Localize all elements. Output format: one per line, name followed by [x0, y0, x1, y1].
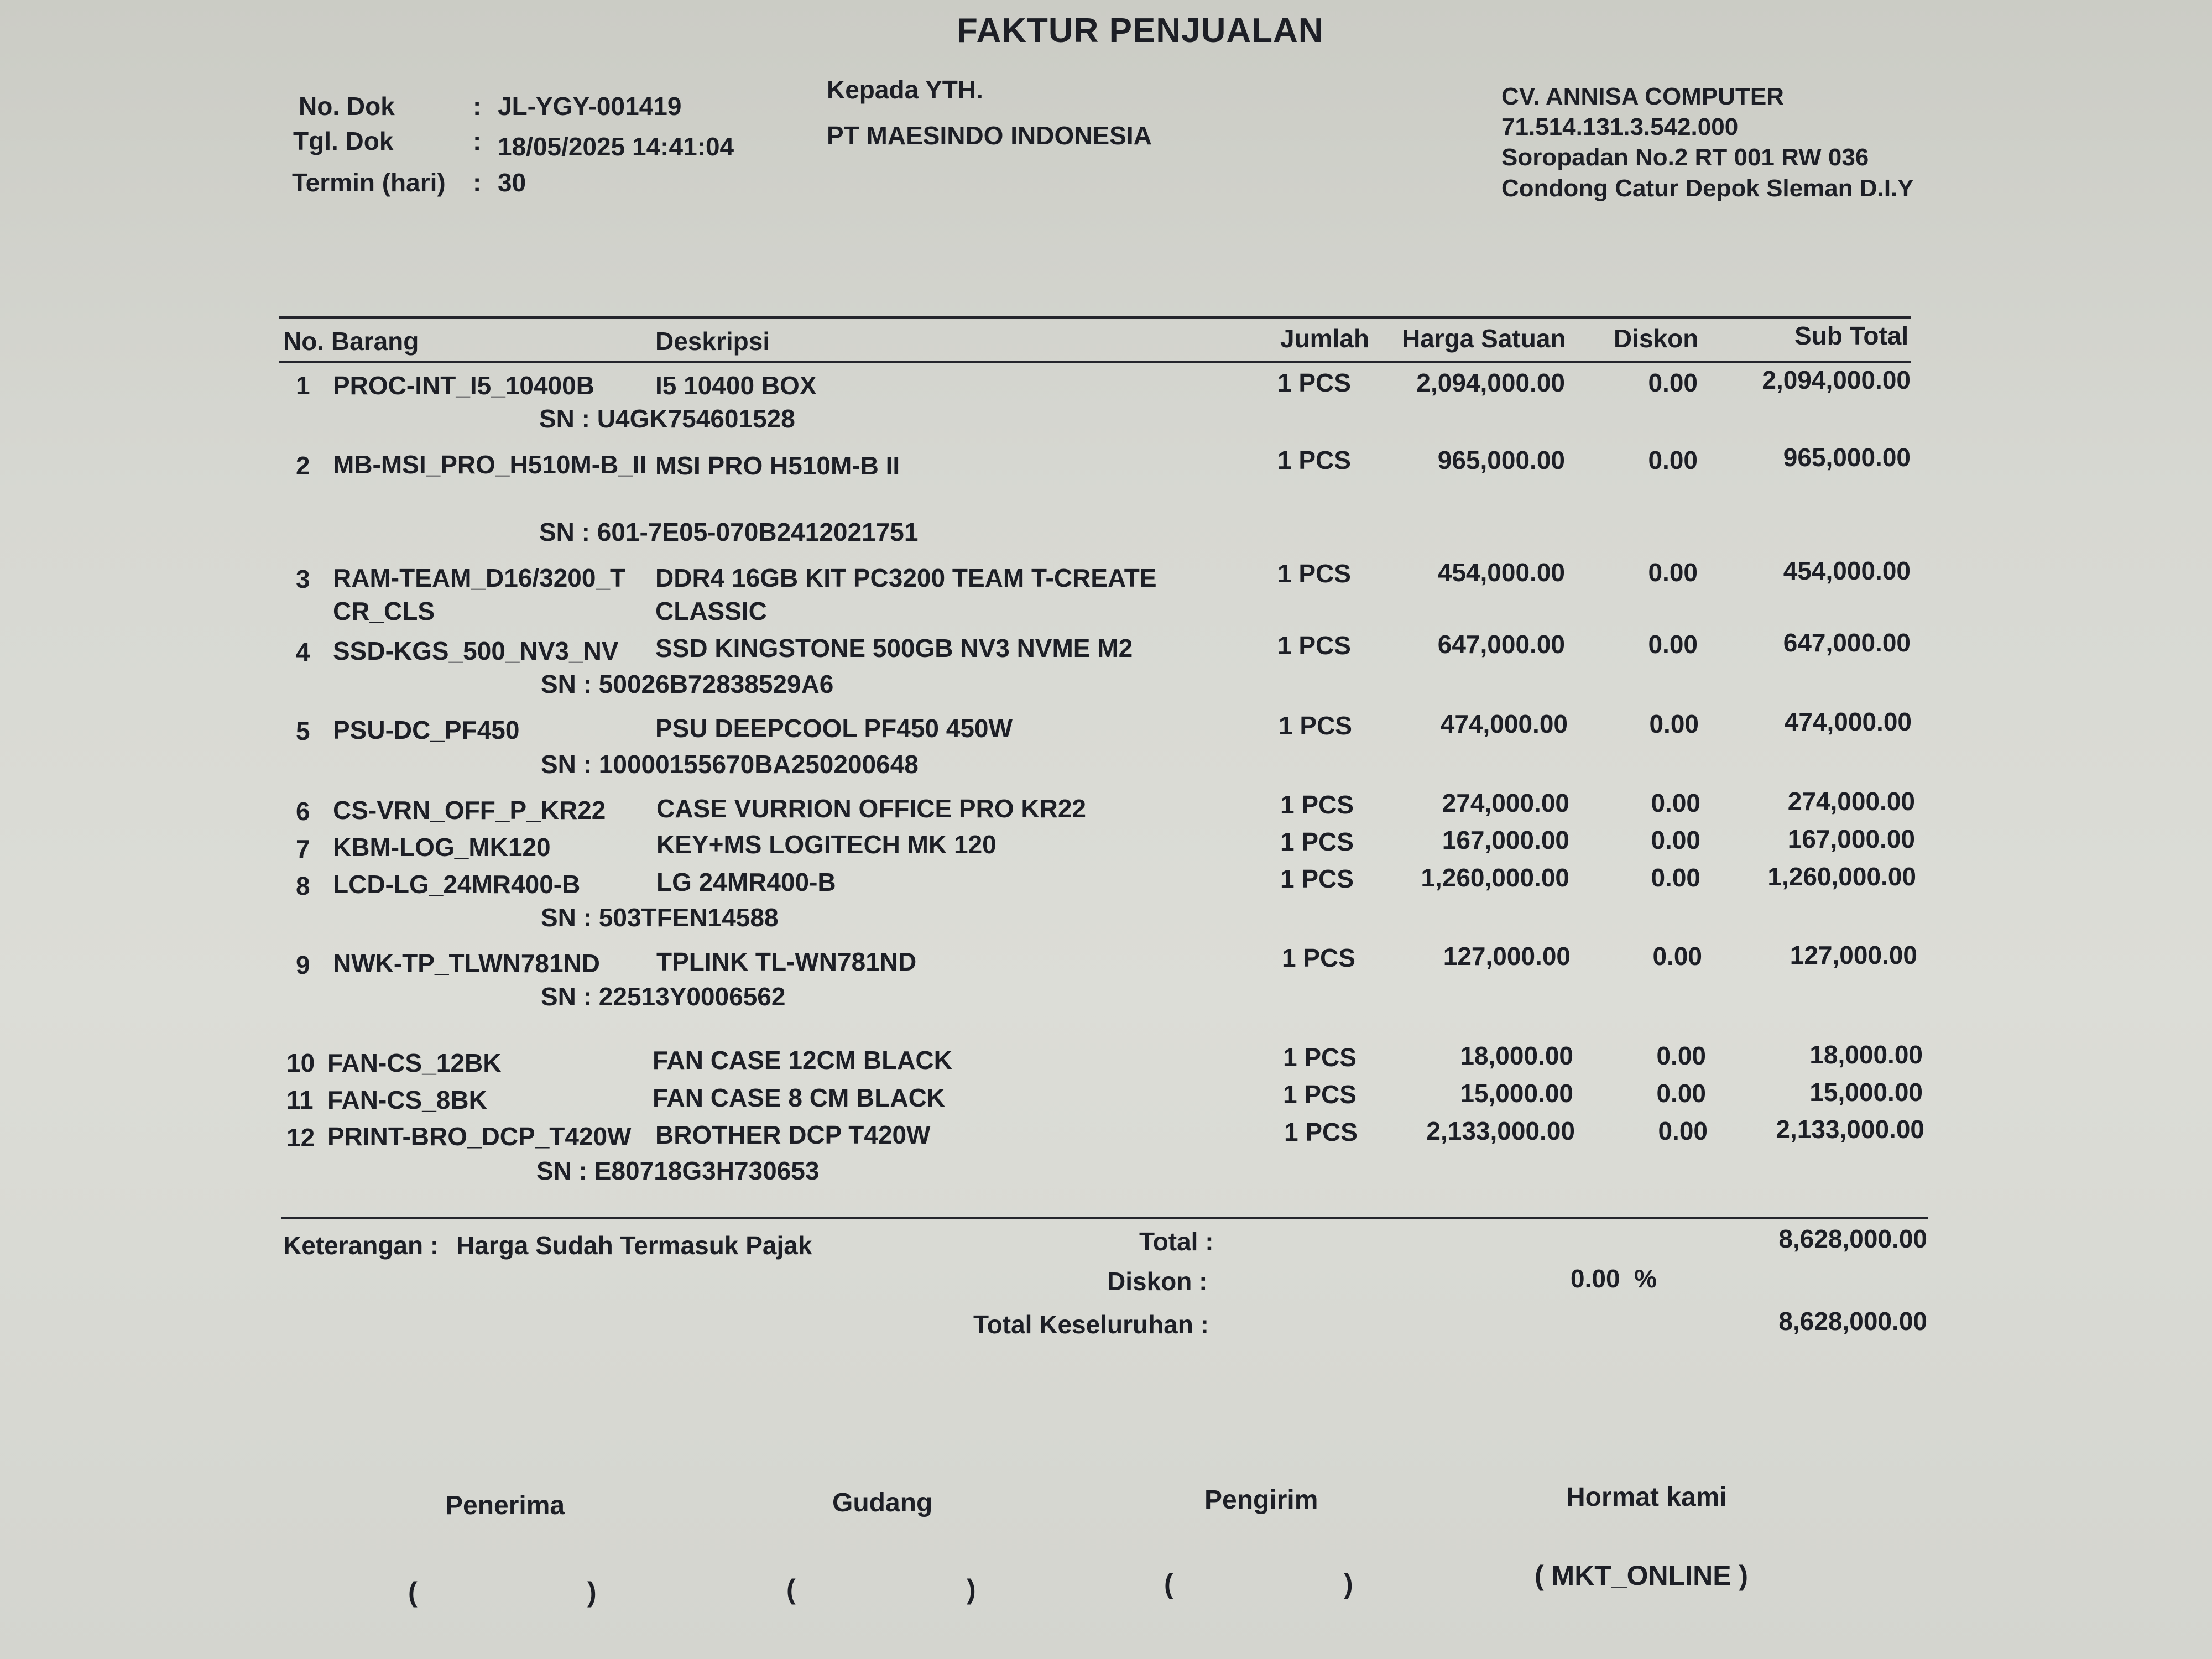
- item-discount: 0.00: [1648, 558, 1698, 587]
- item-description: CASE VURRION OFFICE PRO KR22: [656, 794, 1086, 823]
- row-number: 12: [286, 1123, 315, 1152]
- item-unit-price: 647,000.00: [1437, 630, 1565, 659]
- termin-colon: :: [473, 168, 482, 197]
- row-number: 7: [296, 834, 310, 863]
- item-code: KBM-LOG_MK120: [333, 833, 551, 862]
- item-subtotal: 2,094,000.00: [1762, 366, 1911, 394]
- item-description: TPLINK TL-WN781ND: [656, 947, 917, 976]
- total-label: Total :: [1139, 1227, 1214, 1256]
- header-jumlah: Jumlah: [1280, 324, 1370, 353]
- header-sub-total: Sub Total: [1794, 321, 1909, 350]
- item-code: PROC-INT_I5_10400B: [333, 371, 594, 400]
- table-header-rule: [279, 361, 1911, 363]
- signature-penerima-label: Penerima: [445, 1491, 565, 1520]
- item-description: BROTHER DCP T420W: [655, 1120, 931, 1149]
- row-number: 4: [296, 638, 310, 666]
- row-number: 9: [296, 951, 310, 979]
- item-subtotal: 15,000.00: [1809, 1078, 1923, 1107]
- no-dok-label: No. Dok: [299, 92, 395, 121]
- signature-hormat-label: Hormat kami: [1566, 1483, 1727, 1512]
- item-discount: 0.00: [1648, 368, 1698, 397]
- item-unit-price: 18,000.00: [1460, 1041, 1573, 1070]
- item-serial-number: SN : 601-7E05-070B2412021751: [539, 518, 919, 546]
- item-serial-number: SN : U4GK754601528: [539, 404, 795, 433]
- item-description: KEY+MS LOGITECH MK 120: [656, 830, 997, 859]
- signature-gudang-label: Gudang: [832, 1488, 933, 1517]
- row-number: 3: [296, 565, 310, 593]
- item-subtotal: 474,000.00: [1784, 707, 1912, 736]
- company-npwp: 71.514.131.3.542.000: [1501, 113, 1739, 140]
- item-discount: 0.00: [1648, 446, 1698, 474]
- header-harga-satuan: Harga Satuan: [1402, 324, 1566, 353]
- item-discount: 0.00: [1656, 1079, 1706, 1108]
- item-subtotal: 127,000.00: [1790, 941, 1917, 969]
- item-serial-number: SN : 50026B72838529A6: [541, 670, 834, 698]
- item-quantity: 1 PCS: [1277, 559, 1351, 588]
- item-subtotal: 2,133,000.00: [1776, 1115, 1924, 1144]
- item-quantity: 1 PCS: [1284, 1118, 1358, 1146]
- item-code: LCD-LG_24MR400-B: [333, 870, 581, 899]
- table-bottom-rule: [281, 1217, 1928, 1219]
- company-address-2: Condong Catur Depok Sleman D.I.Y: [1501, 175, 1914, 202]
- keterangan-value: Harga Sudah Termasuk Pajak: [456, 1231, 812, 1260]
- header-deskripsi: Deskripsi: [655, 327, 770, 356]
- grand-total-value: 8,628,000.00: [1778, 1307, 1927, 1335]
- total-value: 8,628,000.00: [1778, 1224, 1927, 1253]
- recipient-name: PT MAESINDO INDONESIA: [827, 121, 1152, 150]
- item-quantity: 1 PCS: [1282, 943, 1355, 972]
- item-discount: 0.00: [1651, 789, 1700, 817]
- row-number: 1: [296, 371, 310, 400]
- item-serial-number: SN : E80718G3H730653: [536, 1156, 820, 1185]
- item-discount: 0.00: [1652, 942, 1702, 971]
- item-description: FAN CASE 8 CM BLACK: [653, 1083, 946, 1112]
- item-description: FAN CASE 12CM BLACK: [653, 1046, 952, 1074]
- item-discount: 0.00: [1651, 826, 1700, 854]
- diskon-label: Diskon :: [1107, 1267, 1208, 1296]
- row-number: 2: [296, 451, 310, 480]
- item-discount: 0.00: [1651, 863, 1700, 892]
- company-address-1: Soropadan No.2 RT 001 RW 036: [1501, 144, 1869, 171]
- header-diskon: Diskon: [1614, 324, 1699, 353]
- item-discount: 0.00: [1656, 1041, 1706, 1070]
- tgl-dok-colon: :: [473, 127, 482, 155]
- item-serial-number: SN : 22513Y0006562: [541, 982, 786, 1011]
- item-serial-number: SN : 10000155670BA250200648: [541, 750, 919, 779]
- item-quantity: 1 PCS: [1283, 1080, 1357, 1109]
- item-code: PSU-DC_PF450: [333, 716, 520, 744]
- page-title: FAKTUR PENJUALAN: [957, 12, 1324, 50]
- item-subtotal: 274,000.00: [1787, 787, 1915, 816]
- keterangan-label: Keterangan :: [283, 1231, 439, 1260]
- item-code: MB-MSI_PRO_H510M-B_II: [333, 450, 647, 479]
- item-unit-price: 127,000.00: [1443, 942, 1571, 971]
- item-discount: 0.00: [1649, 709, 1699, 738]
- item-unit-price: 2,133,000.00: [1426, 1117, 1575, 1145]
- signature-penerima-open: (: [408, 1577, 418, 1608]
- item-unit-price: 1,260,000.00: [1421, 863, 1569, 892]
- item-code: FAN-CS_12BK: [327, 1048, 502, 1077]
- item-unit-price: 15,000.00: [1460, 1079, 1573, 1108]
- item-description: DDR4 16GB KIT PC3200 TEAM T-CREATE CLASSIC: [655, 564, 1157, 625]
- item-serial-number: SN : 503TFEN14588: [541, 903, 779, 932]
- item-description: PSU DEEPCOOL PF450 450W: [655, 714, 1013, 743]
- item-description: SSD KINGSTONE 500GB NV3 NVME M2: [655, 634, 1133, 662]
- item-discount: 0.00: [1648, 630, 1698, 659]
- item-subtotal: 965,000.00: [1783, 443, 1911, 472]
- signature-gudang-close: ): [967, 1574, 976, 1605]
- header-no-barang: No. Barang: [283, 327, 419, 356]
- item-quantity: 1 PCS: [1277, 446, 1351, 474]
- tgl-dok-value: 18/05/2025 14:41:04: [498, 132, 734, 161]
- item-subtotal: 1,260,000.00: [1767, 862, 1916, 891]
- item-code: NWK-TP_TLWN781ND: [333, 949, 601, 978]
- row-number: 10: [286, 1048, 315, 1077]
- no-dok-colon: :: [473, 92, 482, 121]
- row-number: 8: [296, 872, 310, 900]
- item-code: SSD-KGS_500_NV3_NV: [333, 637, 619, 665]
- diskon-value: 0.00 %: [1571, 1264, 1657, 1293]
- item-code: CS-VRN_OFF_P_KR22: [333, 796, 606, 825]
- termin-label: Termin (hari): [292, 168, 446, 197]
- row-number: 5: [296, 717, 310, 745]
- item-quantity: 1 PCS: [1279, 711, 1352, 740]
- row-number: 11: [286, 1086, 314, 1114]
- item-unit-price: 454,000.00: [1437, 558, 1565, 587]
- item-quantity: 1 PCS: [1277, 631, 1351, 660]
- signature-gudang-open: (: [786, 1574, 796, 1605]
- item-subtotal: 167,000.00: [1787, 825, 1915, 853]
- tgl-dok-label: Tgl. Dok: [293, 127, 394, 155]
- grand-total-label: Total Keseluruhan :: [973, 1310, 1209, 1339]
- termin-value: 30: [498, 168, 526, 197]
- item-quantity: 1 PCS: [1280, 790, 1354, 819]
- signature-penerima-close: ): [587, 1577, 597, 1608]
- signature-pengirim-close: ): [1344, 1568, 1353, 1599]
- item-description: I5 10400 BOX: [655, 371, 817, 400]
- item-unit-price: 2,094,000.00: [1416, 368, 1565, 397]
- item-unit-price: 274,000.00: [1442, 789, 1569, 817]
- item-code: RAM-TEAM_D16/3200_TCR_CLS: [333, 564, 626, 625]
- table-top-rule: [279, 316, 1911, 319]
- item-quantity: 1 PCS: [1277, 368, 1351, 397]
- item-code: PRINT-BRO_DCP_T420W: [327, 1122, 632, 1151]
- item-description: MSI PRO H510M-B II: [655, 451, 900, 480]
- item-subtotal: 454,000.00: [1783, 556, 1911, 585]
- signature-hormat-name: ( MKT_ONLINE ): [1535, 1560, 1749, 1591]
- item-description: LG 24MR400-B: [656, 868, 836, 896]
- item-quantity: 1 PCS: [1280, 827, 1354, 856]
- no-dok-value: JL-YGY-001419: [498, 92, 682, 121]
- item-unit-price: 474,000.00: [1440, 709, 1568, 738]
- item-subtotal: 18,000.00: [1809, 1040, 1923, 1069]
- item-unit-price: 167,000.00: [1442, 826, 1569, 854]
- company-name: CV. ANNISA COMPUTER: [1501, 83, 1784, 110]
- item-subtotal: 647,000.00: [1783, 628, 1911, 657]
- recipient-label: Kepada YTH.: [827, 75, 983, 104]
- row-number: 6: [296, 797, 310, 826]
- item-discount: 0.00: [1658, 1117, 1708, 1145]
- signature-pengirim-label: Pengirim: [1204, 1485, 1318, 1515]
- item-quantity: 1 PCS: [1283, 1043, 1357, 1072]
- item-code: FAN-CS_8BK: [327, 1086, 487, 1114]
- signature-pengirim-open: (: [1164, 1568, 1173, 1599]
- item-quantity: 1 PCS: [1280, 864, 1354, 893]
- item-unit-price: 965,000.00: [1437, 446, 1565, 474]
